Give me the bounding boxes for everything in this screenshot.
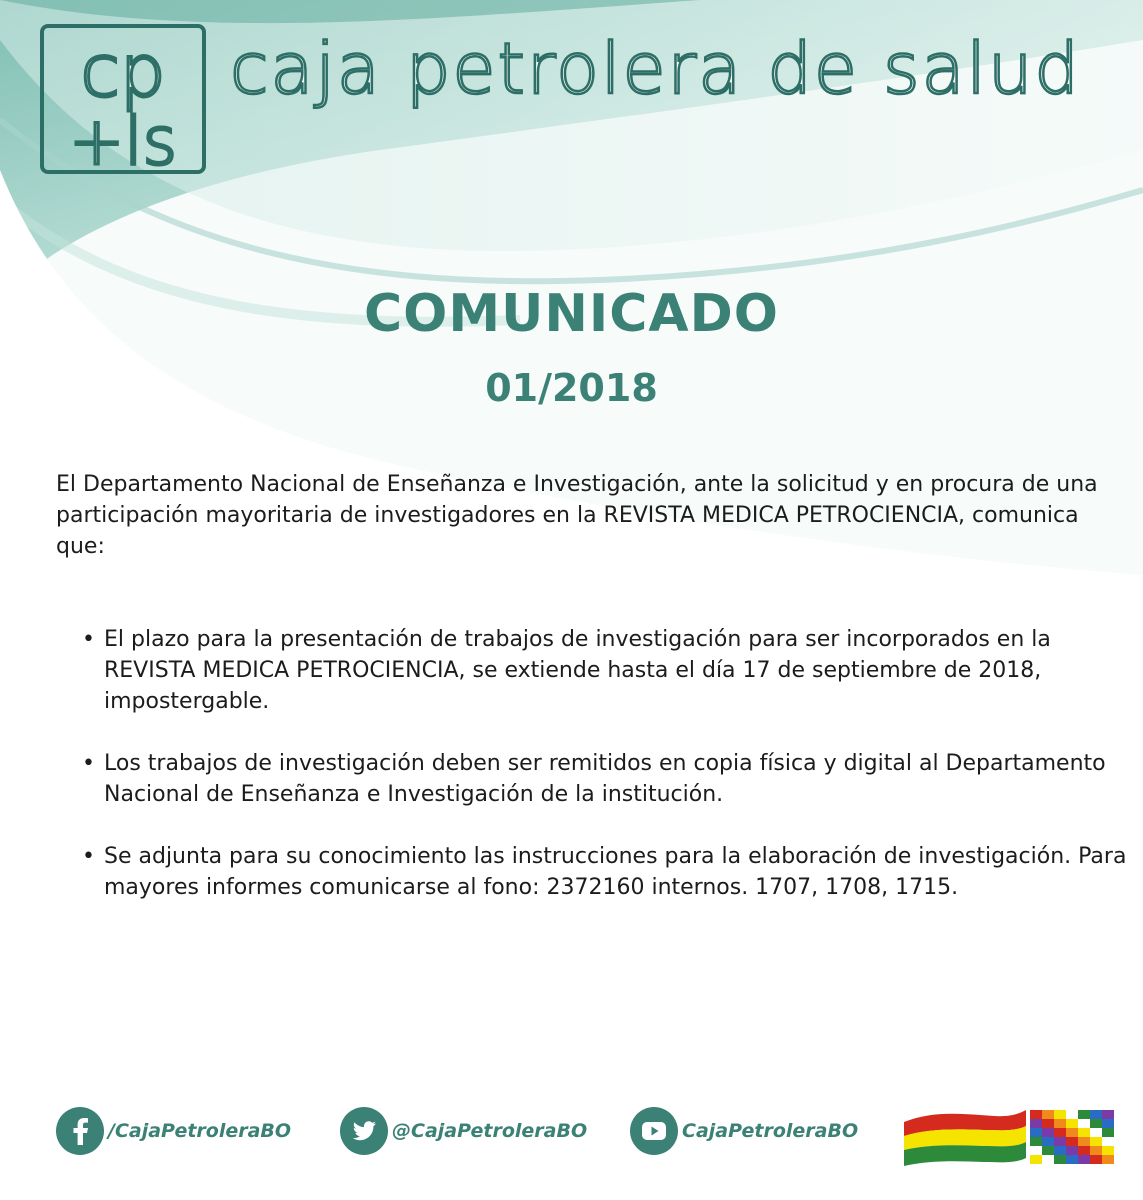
twitter-link[interactable] [340, 1107, 587, 1155]
twitter-handle: @CajaPetroleraBO [392, 1120, 588, 1142]
bullet-symbol: • [82, 627, 95, 652]
list-item [82, 624, 1132, 717]
facebook-handle: /CajaPetroleraBO [108, 1120, 292, 1142]
list-item [82, 841, 1132, 903]
bolivia-flag [904, 1110, 1026, 1166]
brand-name: caja petrolera de salud [230, 28, 1081, 110]
intro-paragraph: El Departamento Nacional de Enseñanza e Investigación, ante la solicitud y en procura de una participación mayoritaria de investigadores en la REVISTA MEDICA PETROCIENCIA, comunica que: [56, 472, 1098, 559]
document-number: 01/2018 [485, 366, 658, 410]
facebook-icon [56, 1107, 104, 1155]
bullet-list [82, 624, 1132, 934]
page-title: COMUNICADO [364, 284, 779, 344]
cps-logo [40, 24, 206, 174]
list-item [82, 748, 1132, 810]
bullet-symbol: • [82, 751, 95, 776]
twitter-icon [340, 1107, 388, 1155]
youtube-icon [630, 1107, 678, 1155]
bullet-text: Se adjunta para su conocimiento las instrucciones para la elaboración de investigación. Para mayores informes comunicarse al fono: 2372160 internos. 1707, 1708, 1715. [104, 844, 1127, 900]
bullet-symbol: • [82, 844, 95, 869]
logo-text-top: cp [80, 29, 166, 113]
wiphala-flag [1030, 1110, 1114, 1164]
youtube-handle: CajaPetroleraBO [682, 1120, 859, 1142]
logo-text-bottom: +ls [68, 103, 178, 174]
flags-image [904, 1104, 1126, 1166]
facebook-link[interactable] [56, 1107, 291, 1155]
bullet-text: Los trabajos de investigación deben ser remitidos en copia física y digital al Departamento Nacional de Enseñanza e Investigación de la institución. [104, 751, 1106, 807]
youtube-link[interactable] [630, 1107, 858, 1155]
bullet-text: El plazo para la presentación de trabajos de investigación para ser incorporados en la REVISTA MEDICA PETROCIENCIA, se extiende hasta el día 17 de septiembre de 2018, impostergable. [104, 627, 1051, 714]
